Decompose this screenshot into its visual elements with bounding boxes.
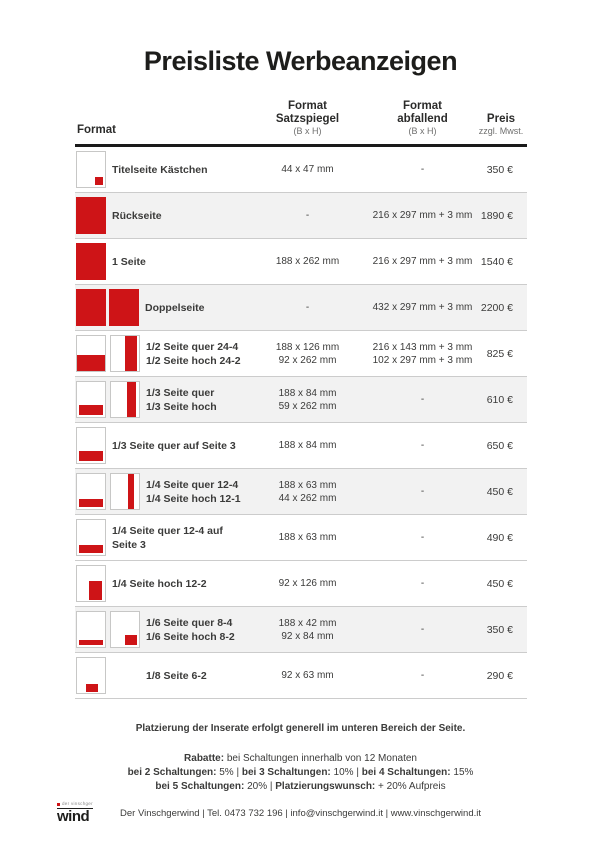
format-cell [75,381,245,418]
table-row [75,561,527,607]
format-titel-icon [76,151,106,188]
format-quarter-hoch-half-icon [76,565,106,602]
price-cell: 1540 € [480,255,513,268]
format-cell [75,611,245,648]
format-cell [75,335,245,372]
table-row [75,193,527,239]
format-icons [76,289,139,326]
format-icons [76,611,140,648]
satzspiegel-cell: 188 x 42 mm 92 x 84 mm [278,617,337,642]
format-icons [76,657,140,694]
format-doppelseite-icon [76,289,139,326]
abfallend-cell: 216 x 297 mm + 3 mm [372,210,473,221]
price-cell: 350 € [486,623,513,636]
price-cell: 450 € [486,485,513,498]
format-full-icon [76,197,106,234]
format-label: 1/4 Seite hoch 12-2 [112,577,207,590]
format-cell [75,519,245,556]
satzspiegel-cell: 188 x 262 mm [275,256,340,267]
satzspiegel-cell: 188 x 63 mm [278,532,337,543]
abfallend-cell: - [420,394,425,405]
abfallend-cell: - [420,624,425,635]
format-cell [75,427,245,464]
format-half-hoch-icon [110,335,140,372]
format-label: 1/4 Seite quer 12-4 auf Seite 3 [112,524,223,551]
price-cell: 450 € [486,577,513,590]
format-label: 1/2 Seite quer 24-4 1/2 Seite hoch 24-2 [146,340,241,367]
price-cell: 650 € [486,439,513,452]
satzspiegel-cell: 188 x 84 mm [278,440,337,451]
format-label: Rückseite [112,209,162,222]
table-row [75,469,527,515]
satzspiegel-cell: 92 x 63 mm [281,670,334,681]
abfallend-cell: - [420,486,425,497]
logo-red-square-icon [57,803,60,806]
table-row [75,423,527,469]
table-row [75,377,527,423]
table-row [75,285,527,331]
column-header-format: Format [77,124,116,136]
format-icons [76,243,106,280]
format-cell [75,565,245,602]
satzspiegel-cell: - [305,210,310,221]
format-icons [76,519,106,556]
table-body [75,147,527,699]
column-header-abfallend: Format abfallend (B x H) [397,100,448,136]
format-sixth-hoch-icon [110,611,140,648]
format-cell [75,197,245,234]
price-cell: 610 € [486,393,513,406]
format-cell [75,289,245,326]
satzspiegel-cell: 188 x 126 mm 92 x 262 mm [275,341,340,366]
satzspiegel-cell: 188 x 84 mm 59 x 262 mm [278,387,337,412]
format-label: 1 Seite [112,255,146,268]
satzspiegel-cell: 92 x 126 mm [278,578,337,589]
format-icons [76,151,106,188]
format-cell [75,657,245,694]
column-header-satzspiegel: Format Satzspiegel (B x H) [275,100,340,136]
abfallend-cell: 216 x 297 mm + 3 mm [372,256,473,267]
abfallend-cell: 216 x 143 mm + 3 mm 102 x 297 mm + 3 mm [372,341,473,366]
table-row [75,607,527,653]
format-icons [76,565,106,602]
price-cell: 290 € [486,669,513,682]
format-label: 1/3 Seite quer 1/3 Seite hoch [146,386,217,413]
format-cell [75,151,245,188]
format-icons [76,335,140,372]
placement-note: Platzierung der Inserate erfolgt generell im unteren Bereich der Seite. [135,723,466,734]
bottom-bar [0,798,601,832]
column-header-preis: Preis zzgl. Mwst. [478,113,524,136]
table-row [75,515,527,561]
price-cell: 1890 € [480,209,513,222]
table-row [75,147,527,193]
format-icons [76,427,106,464]
abfallend-cell: - [420,670,425,681]
format-label: 1/8 Seite 6-2 [146,669,207,682]
page-title: Preisliste Werbeanzeigen [143,46,458,76]
satzspiegel-cell: 188 x 63 mm 44 x 262 mm [278,479,337,504]
format-cell [75,473,245,510]
price-cell: 490 € [486,531,513,544]
abfallend-cell: - [420,532,425,543]
format-quarter-hoch-thin-icon [110,473,140,510]
table-row [75,331,527,377]
format-icons [76,473,140,510]
price-table [75,100,527,699]
price-cell: 2200 € [480,301,513,314]
format-label: 1/6 Seite quer 8-4 1/6 Seite hoch 8-2 [146,616,235,643]
abfallend-cell: - [420,440,425,451]
price-cell: 350 € [486,163,513,176]
format-quarter-quer-icon [76,519,106,556]
table-row [75,653,527,699]
discount-line-3: bei 5 Schaltungen: 20% | Platzierungswunsch: + 20% Aufpreis [155,781,446,792]
format-quarter-quer-icon [76,473,106,510]
logo-claim: der vinschger [57,802,93,807]
format-third-quer-icon [76,381,106,418]
format-label: 1/3 Seite quer auf Seite 3 [112,439,236,452]
format-half-quer-icon [76,335,106,372]
format-label: Doppelseite [145,301,205,314]
logo-wordmark: wind [57,808,93,824]
format-label: 1/4 Seite quer 12-4 1/4 Seite hoch 12-1 [146,478,241,505]
abfallend-cell: - [420,164,425,175]
table-row [75,239,527,285]
format-third-hoch-icon [110,381,140,418]
satzspiegel-cell: - [305,302,310,313]
table-header-row [75,100,527,147]
format-third-quer-icon [76,427,106,464]
format-cell [75,243,245,280]
format-icons [76,381,140,418]
format-full-icon [76,243,106,280]
contact-line: Der Vinschgerwind | Tel. 0473 732 196 | info@vinschgerwind.it | www.vinschgerwind.it [120,808,481,819]
satzspiegel-cell: 44 x 47 mm [281,164,334,175]
format-label: Titelseite Kästchen [112,163,208,176]
footer-notes [0,722,601,794]
abfallend-cell: - [420,578,425,589]
format-icons [76,197,106,234]
abfallend-cell: 432 x 297 mm + 3 mm [372,302,473,313]
format-sixth-quer-icon [76,611,106,648]
price-cell: 825 € [486,347,513,360]
format-eighth-icon [76,657,106,694]
discount-line-2: bei 2 Schaltungen: 5% | bei 3 Schaltungen: 10% | bei 4 Schaltungen: 15% [127,767,474,778]
discount-intro-line: Rabatte: bei Schaltungen innerhalb von 12 Monaten [184,753,417,764]
